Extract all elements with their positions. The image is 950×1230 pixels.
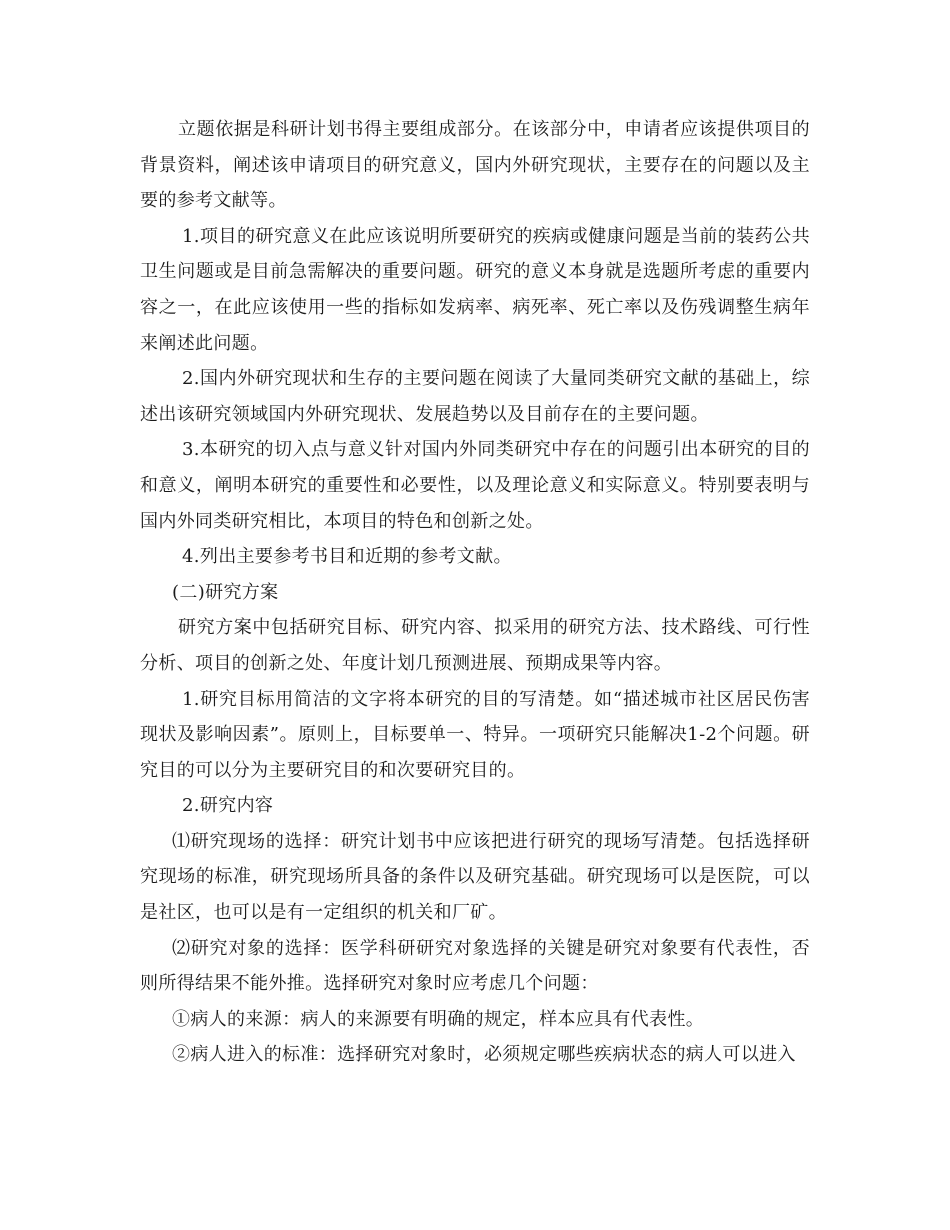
paragraph-entry-point: 3.本研究的切入点与意义针对国内外同类研究中存在的问题引出本研究的目的和意义，阐明本研究的重要性和必要性，以及理论意义和实际意义。特别要表明与国内外同类研究相比，本项目的特色和创新之处。 (140, 439, 810, 532)
paragraph-research-significance: 1.项目的研究意义在此应该说明所要研究的疾病或健康问题是当前的装药公共卫生问题或是目前急需解决的重要问题。研究的意义本身就是选题所考虑的重要内容之一，在此应该使用一些的指标如发病率、病死率、死亡率以及伤残调整生病年来阐述此问题。 (140, 225, 810, 354)
list-item-patient-source: ①病人的来源：病人的来源要有明确的规定，样本应具有代表性。 (172, 1008, 705, 1030)
paragraph-references: 4.列出主要参考书目和近期的参考文献。 (182, 546, 512, 568)
paragraph-site-selection: ⑴研究现场的选择：研究计划书中应该把进行研究的现场写清楚。包括选择研究现场的标准，研究现场所具备的条件以及研究基础。研究现场可以是医院，可以是社区，也可以是有一定组织的机关和厂矿。 (140, 830, 810, 924)
document-body (140, 112, 810, 1073)
list-item-entry-criteria: ②病人进入的标准：选择研究对象时，必须规定哪些疾病状态的病人可以进入 (172, 1044, 796, 1066)
subheading-research-content: 2.研究内容 (182, 795, 274, 817)
paragraph-intro: 立题依据是科研计划书得主要组成部分。在该部分中，申请者应该提供项目的背景资料，阐述该申请项目的研究意义，国内外研究现状，主要存在的问题以及主要的参考文献等。 (140, 119, 810, 212)
paragraph-research-status: 2.国内外研究现状和生存的主要问题在阅读了大量同类研究文献的基础上，综述出该研究领域国内外研究现状、发展趋势以及目前存在的主要问题。 (140, 368, 810, 425)
paragraph-research-plan: 研究方案中包括研究目标、研究内容、拟采用的研究方法、技术路线、可行性分析、项目的创新之处、年度计划几预测进展、预期成果等内容。 (140, 617, 810, 674)
section-heading-research-plan: (二)研究方案 (172, 581, 279, 603)
paragraph-research-goal: 1.研究目标用简洁的文字将本研究的目的写清楚。如“描述城市社区居民伤害现状及影响因素”。原则上，目标要单一、特异。一项研究只能解决1-2个问题。研究目的可以分为主要研究目的和次要研究目的。 (140, 688, 810, 781)
paragraph-subject-selection: ⑵研究对象的选择：医学科研研究对象选择的关键是研究对象要有代表性，否则所得结果不能外推。选择研究对象时应考虑几个问题： (140, 937, 810, 995)
